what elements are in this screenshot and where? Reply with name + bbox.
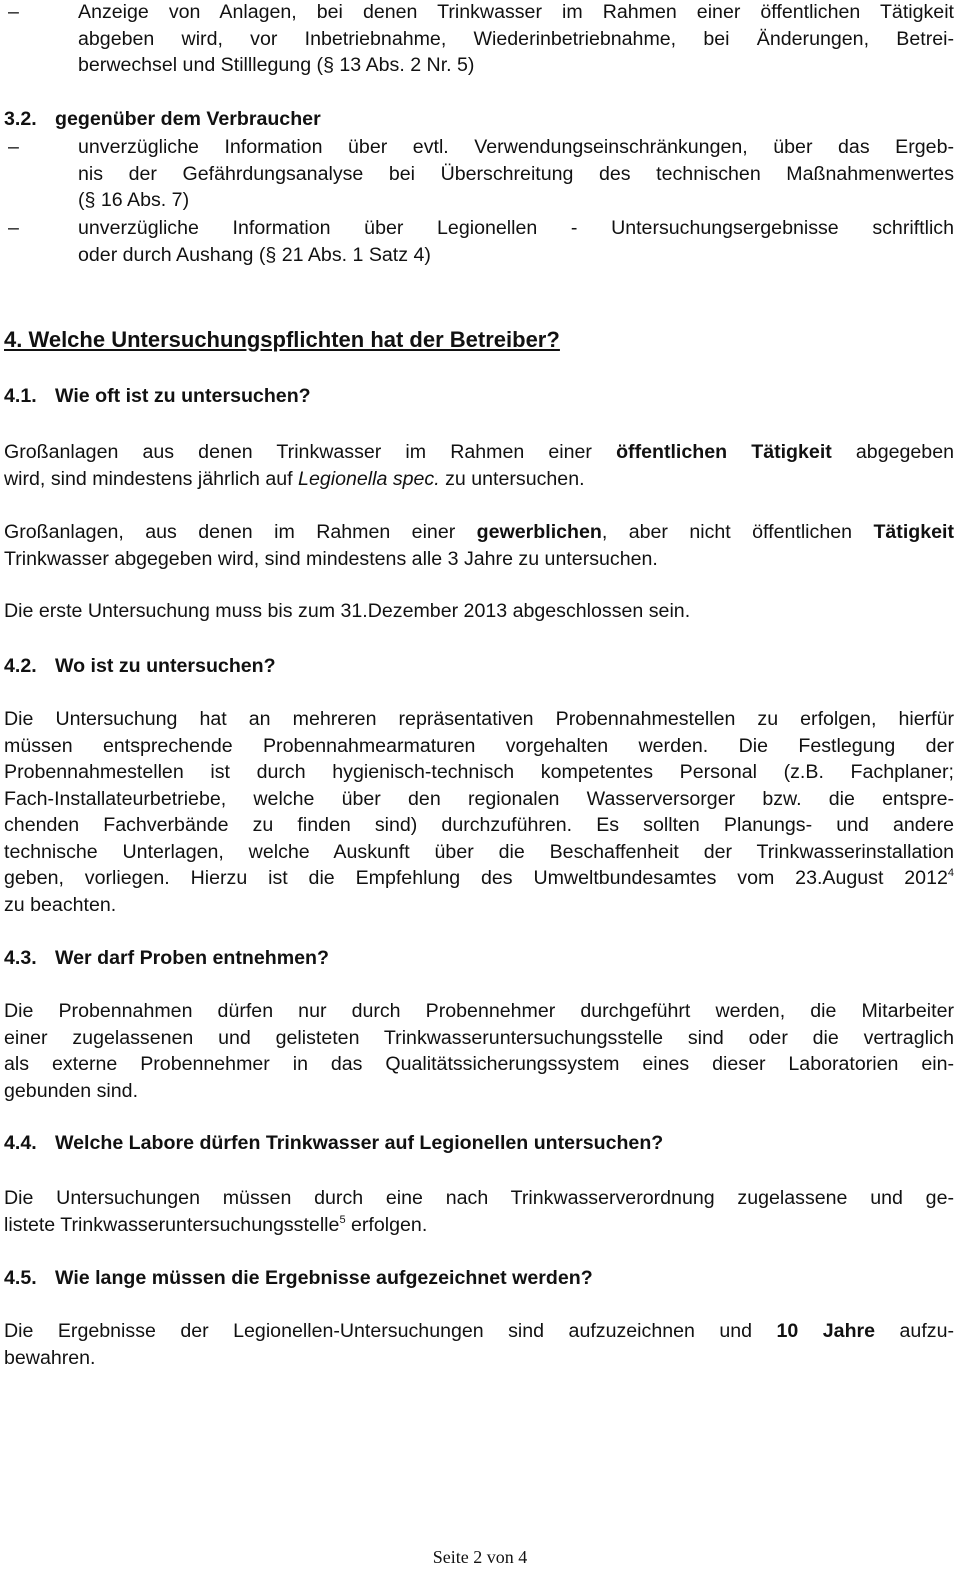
text-line [4,1212,954,1239]
bullet-item [8,134,954,214]
text-line [78,187,954,214]
bold-text: Tätigkeit [873,521,955,543]
text: Trinkwasser abgegeben wird, sind mindestens alle 3 Jahre zu untersuchen. [4,547,658,570]
text: Großanlagen, aus denen im Rahmen einer [4,521,477,543]
bold-text: 10 Jahre [776,1320,876,1342]
text: nis der Gefährdungsanalyse bei Überschreitung des technischen Maßnahmenwertes [78,162,954,185]
section-heading [4,1130,954,1157]
text: einer zugelassenen und gelisteten Trinkwasseruntersuchungsstelle sind oder die vertraglich [4,1026,954,1049]
paragraph [4,998,954,1104]
text-line [4,598,954,625]
bullet-dash: – [8,217,19,239]
heading-number: 4.3. [4,947,37,969]
text-line [4,812,954,839]
bold-text: gewerblichen [476,521,602,543]
text: gebunden sind. [4,1079,139,1102]
text: technische Unterlagen, welche Auskunft über die Beschaffenheit der Trinkwasserinstallation [4,840,954,863]
text-line [4,1078,954,1105]
text: Die Untersuchung hat an mehreren repräsentativen Probennahmestellen zu erfolgen, hierfür [4,708,954,730]
bullet-dash: – [8,1,19,23]
text: geben, vorliegen. Hierzu ist die Empfehlung des Umweltbundesamtes vom 23.August 2012 [4,867,948,889]
footnote-ref: 5 [339,1213,346,1226]
text: abgegeben [831,441,954,463]
heading-title: Wer darf Proben entnehmen? [55,947,329,969]
text-line [4,546,954,573]
text-line [4,1025,954,1052]
text-line [4,865,954,892]
text-line [78,134,954,161]
text: Die Ergebnisse der Legionellen-Untersuchungen sind aufzuzeichnen und [4,1320,777,1342]
italic-text: Legionella spec. [298,467,440,490]
text: oder durch Aushang (§ 21 Abs. 1 Satz 4) [78,243,431,266]
heading-title: Wo ist zu untersuchen? [55,655,276,677]
heading-title: Wie lange müssen die Ergebnisse aufgezeichnet werden? [55,1267,593,1289]
text: Die erste Untersuchung muss bis zum 31.Dezember 2013 abgeschlossen sein. [4,600,691,622]
heading-number: 3.2. [4,108,37,130]
text: unverzügliche Information über evtl. Verwendungseinschränkungen, über das Ergeb- [78,136,954,158]
text: aufzu- [875,1320,954,1342]
text-line [78,161,954,188]
section-heading [4,1265,954,1292]
paragraph [4,706,954,918]
text-line [4,1051,954,1078]
text-line [4,759,954,786]
paragraph [4,519,954,572]
text: zu beachten. [4,893,117,916]
footnote-ref: 4 [947,867,954,879]
paragraph [4,1185,954,1238]
text: als externe Probennehmer in das Qualitätssicherungssystem eines dieser Laboratorien ein- [4,1053,954,1075]
text-line [4,998,954,1025]
text-line [4,519,954,546]
text-line [78,0,954,26]
bullet-item [8,215,954,268]
text-line [78,52,954,79]
heading-number: 4.1. [4,385,37,407]
text: zu untersuchen. [439,467,585,490]
heading-number: 4.4. [4,1132,37,1154]
text-line [4,786,954,813]
paragraph [4,439,954,492]
text: Anzeige von Anlagen, bei denen Trinkwasser im Rahmen einer öffentlichen Tätigkeit [78,1,954,23]
text: abgeben wird, vor Inbetriebnahme, Wiederinbetriebnahme, bei Änderungen, Betrei- [78,27,954,50]
text-line [4,1345,954,1372]
text: Großanlagen aus denen Trinkwasser im Rahmen einer [4,441,617,463]
bullet-item [8,0,954,79]
heading-title: gegenüber dem Verbraucher [55,108,321,130]
text-line [4,439,954,466]
text-line [4,1318,954,1345]
heading-title: Welche Labore dürfen Trinkwasser auf Legionellen untersuchen? [55,1132,664,1154]
section-heading [4,327,954,354]
text: (§ 16 Abs. 7) [78,189,190,211]
section-heading [4,653,954,680]
section-heading [4,945,954,972]
text: erfolgen. [345,1213,428,1236]
heading-title: Wie oft ist zu untersuchen? [55,385,311,407]
text: müssen entsprechende Probennahmearmaturen vorgehalten werden. Die Festlegung der [4,734,954,757]
text: listete Trinkwasseruntersuchungsstelle [4,1213,340,1236]
page-footer: Seite 2 von 4 [432,1547,528,1567]
paragraph [4,598,954,625]
text: Fach-Installateurbetriebe, welche über den regionalen Wasserversorger bzw. die entspre- [4,787,954,810]
heading-number: 4.2. [4,655,37,677]
text: Die Probennahmen dürfen nur durch Probennehmer durchgeführt werden, die Mitarbeiter [4,1000,954,1022]
text-line [4,892,954,919]
text-line [4,733,954,760]
section-heading [4,383,954,410]
text: bewahren. [4,1346,96,1369]
text-line [78,26,954,53]
bold-text: öffentlichen Tätigkeit [616,441,832,463]
text: chenden Fachverbände zu finden sind) durchzuführen. Es sollten Planungs- und andere [4,814,954,836]
text: , aber nicht öffentlichen [601,521,874,543]
heading-title: 4. Welche Untersuchungspflichten hat der Betreiber? [4,327,560,352]
section-heading [4,106,954,133]
text: Die Untersuchungen müssen durch eine nach Trinkwasserverordnung zugelassene und ge- [4,1187,954,1209]
text-line [78,215,954,242]
heading-number: 4.5. [4,1267,37,1289]
text-line [4,706,954,733]
text: Probennahmestellen ist durch hygienisch-technisch kompetentes Personal (z.B. Fachplaner; [4,761,954,783]
text-line [4,1185,954,1212]
text: unverzügliche Information über Legionellen - Untersuchungsergebnisse schriftlich [78,217,954,239]
bullet-dash: – [8,136,19,158]
text: wird, sind mindestens jährlich auf [4,467,299,490]
text-line [4,466,954,493]
text: berwechsel und Stilllegung (§ 13 Abs. 2 Nr. 5) [78,54,475,76]
text-line [4,839,954,866]
text-line [78,242,954,269]
paragraph [4,1318,954,1371]
